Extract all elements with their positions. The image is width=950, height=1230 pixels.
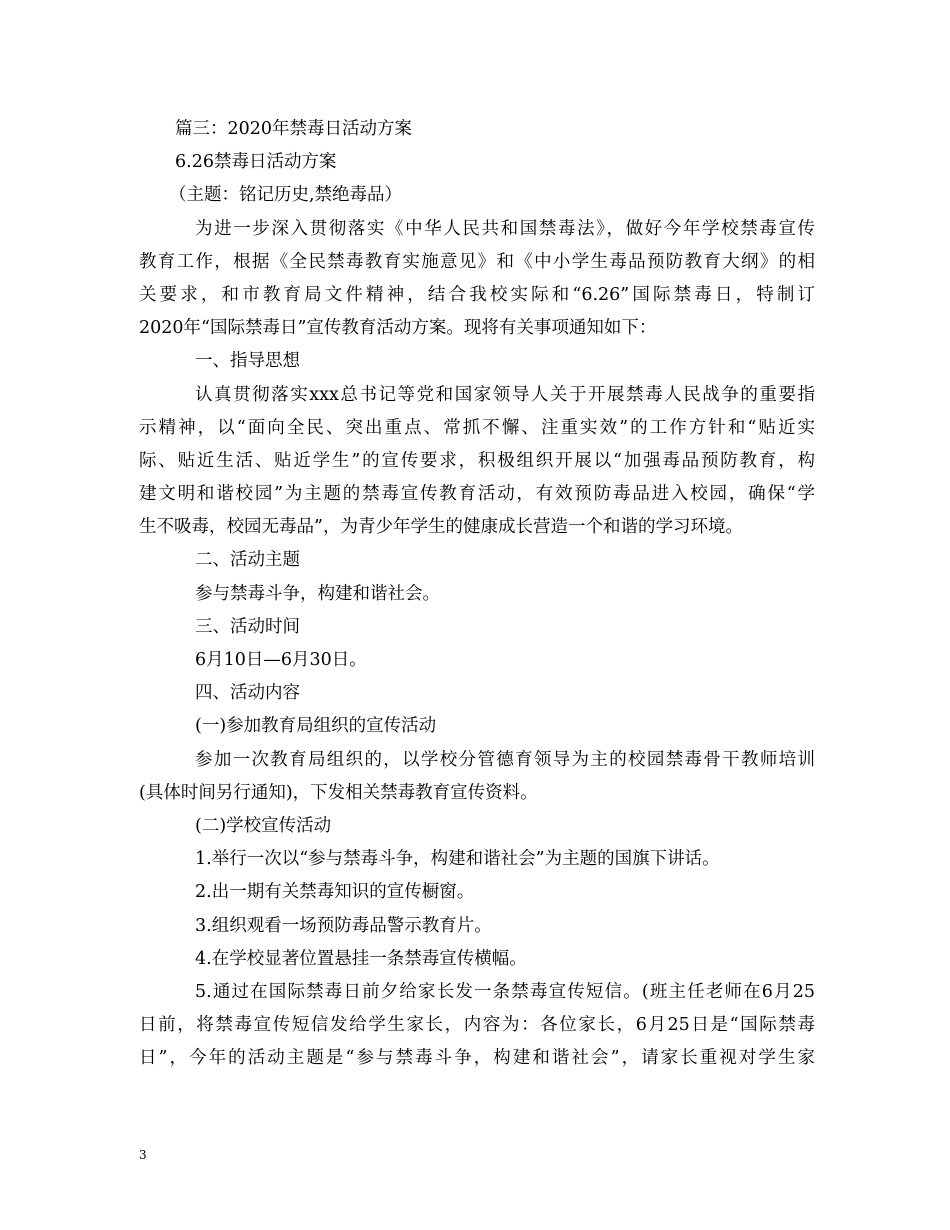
paragraph-line: 关要求，和市教育局文件精神，结合我校实际和“6.26”国际禁毒日，特制订: [139, 284, 815, 305]
paragraph-line: 示精神，以“面向全民、突出重点、常抓不懈、注重实效”的工作方针和“贴近实: [139, 417, 815, 438]
paragraph-line: (具体时间另行通知)，下发相关禁毒教育宣传资料。: [139, 782, 538, 803]
activity-time-text: 6月10日—6月30日。: [195, 650, 367, 670]
document-title: 6.26禁毒日活动方案: [175, 152, 337, 173]
heading-activity-content: 四、活动内容: [195, 683, 300, 704]
paragraph-line: 教育工作，根据《全民禁毒教育实施意见》和《中小学生毒品预防教育大纲》的相: [139, 251, 815, 272]
subheading-bureau-activity: (一)参加教育局组织的宣传活动: [195, 716, 437, 737]
paragraph-line: 为进一步深入贯彻落实《中华人民共和国禁毒法》，做好今年学校禁毒宣传: [195, 218, 815, 239]
heading-activity-theme: 二、活动主题: [195, 550, 300, 571]
list-item: 3.组织观看一场预防毒品警示教育片。: [195, 915, 492, 936]
section-heading: 篇三：2020年禁毒日活动方案: [175, 119, 413, 139]
activity-theme-text: 参与禁毒斗争，构建和谐社会。: [195, 583, 440, 604]
list-item: 5.通过在国际禁毒日前夕给家长发一条禁毒宣传短信。(班主任老师在6月25: [195, 981, 815, 1002]
paragraph-line: 日前，将禁毒宣传短信发给学生家长，内容为：各位家长，6月25日是“国际禁毒: [139, 1015, 815, 1036]
page-number: 3: [139, 1148, 147, 1162]
paragraph-line: 日”，今年的活动主题是“参与禁毒斗争，构建和谐社会”，请家长重视对学生家: [139, 1048, 815, 1069]
paragraph-line: 参加一次教育局组织的，以学校分管德育领导为主的校园禁毒骨干教师培训: [195, 749, 815, 770]
heading-guiding-thought: 一、指导思想: [195, 351, 300, 372]
list-item: 2.出一期有关禁毒知识的宣传橱窗。: [195, 882, 475, 903]
heading-activity-time: 三、活动时间: [195, 616, 300, 637]
paragraph-line: 认真贯彻落实xxx总书记等党和国家领导人关于开展禁毒人民战争的重要指: [195, 384, 815, 405]
paragraph-line: 2020年“国际禁毒日”宣传教育活动方案。现将有关事项通知如下：: [139, 318, 657, 339]
list-item: 1.举行一次以“参与禁毒斗争，构建和谐社会”为主题的国旗下讲话。: [195, 849, 720, 870]
subheading-school-activity: (二)学校宣传活动: [195, 815, 332, 836]
document-body: [139, 113, 815, 1075]
paragraph-line: 生不吸毒，校园无毒品”，为青少年学生的健康成长营造一个和谐的学习环境。: [139, 517, 743, 538]
paragraph-line: 际、贴近生活、贴近学生”的宣传要求，积极组织开展以“加强毒品预防教育，构: [139, 450, 815, 471]
paragraph-line: 建文明和谐校园”为主题的禁毒宣传教育活动，有效预防毒品进入校园，确保“学: [139, 484, 815, 505]
list-item: 4.在学校显著位置悬挂一条禁毒宣传横幅。: [195, 948, 527, 969]
document-theme: （主题：铭记历史,禁绝毒品）: [169, 185, 403, 206]
